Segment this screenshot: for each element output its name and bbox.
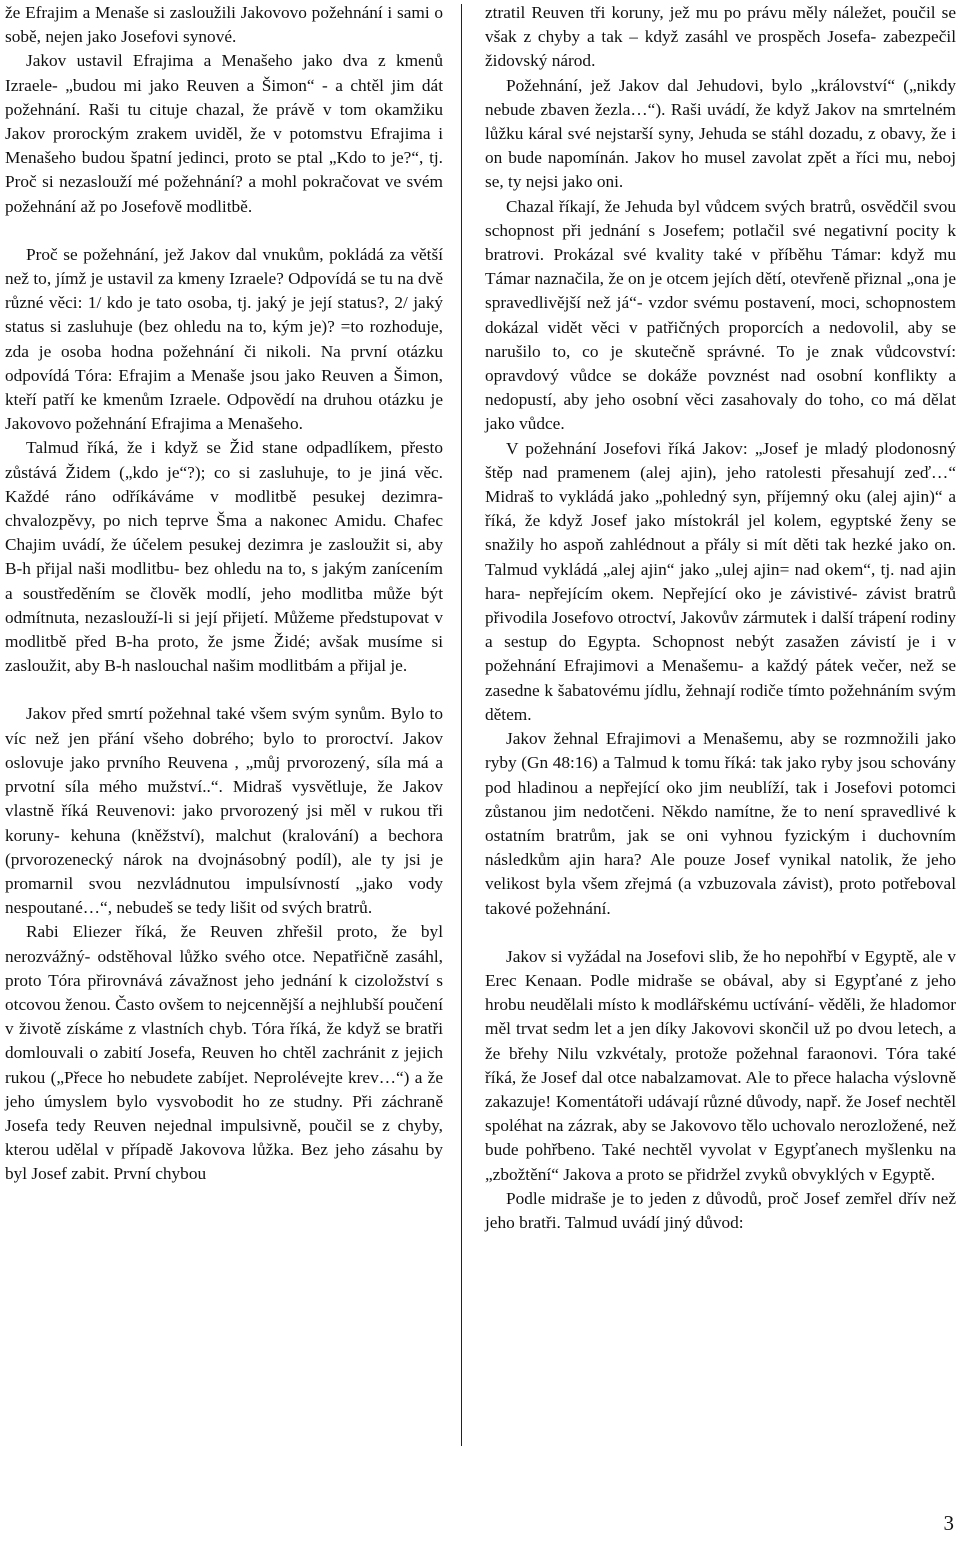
column-divider: [461, 4, 462, 1446]
right-paragraph-7: Podle midraše je to jeden z důvodů, proč Josef zemřel dřív než jeho bratři. Talmud uvádí jiný důvod:: [485, 1188, 956, 1232]
paragraph-gap: [5, 219, 443, 243]
page-number: 3: [943, 1511, 954, 1535]
right-paragraph-3: Chazal říkají, že Jehuda byl vůdcem svých bratrů, osvědčil svou schopnost při jednání s Josefem; potlačil své negativní pocity k bratrovi. Prokázal své kvality také v příběhu Támar: když mu Támar naznačila, že on je otcem jejích dětí, otevřeně přiznal „ona je spravedlivější než já“- vzdor svému postavení, moci, schopnostem dokázal vidět věci v patřičných proporcích a nedovolil, aby se narušilo to, co je skutečně správné. To je znak vůdcovství: opravdový vůdce se dokáže povznést nad osobní konflikty a nedopustí, aby jeho osobní věci zasahovaly do toho, co má dělat jako vůdce.: [485, 196, 956, 434]
left-paragraph-6: Rabi Eliezer říká, že Reuven zhřešil proto, že byl nerozvážný- odstěhoval lůžko svého otce. Nepatřičně zasáhl, proto Tóra přirovnává závažnost jeho jednání k cizoložství s otcovou ženou. Často ovšem to nejcennější a nejhlubší poučení v životě získáme z vlastních chyb. Tóra říká, že když se bratři domlouvali o zabití Josefa, Reuven ho chtěl zachránit z jejich rukou („Přece ho nebudete zabíjet. Neprolévejte krev…“) a že jeho úmyslem bylo vysvobodit ho ze studny. Při záchraně Josefa tedy Reuven nejednal impulsivně, poučil se z chyby, kterou udělal v případě Jakovova lůžka. Bez jeho zásahu by byl Josef zabit. První chybou: [5, 922, 443, 1184]
left-paragraph-2: Jakov ustavil Efrajima a Menašeho jako dva z kmenů Izraele- „budou mi jako Reuven a Šimon“ - a chtěl jim dát požehnání. Raši tu cituje chazal, že právě v tom okamžiku Jakov prorockým zrakem uviděl, že v potomstvu Efrajima i Menašeho budou špatní jedinci, proto se ptal „Kdo to je?“, tj. Proč si nezaslouží mé požehnání? a mohl pokračovat ve svém požehnání až po Josefově modlitbě.: [5, 51, 443, 216]
left-paragraph-1: že Efrajim a Menaše si zasloužili Jakovovo požehnání i sami o sobě, nejen jako Josefovi synové.: [5, 3, 443, 47]
right-paragraph-1: ztratil Reuven tři koruny, jež mu po právu měly náležet, poučil se však z chyby a tak – když zasáhl ve prospěch Josefa- zabezpečil židovský národ.: [485, 3, 956, 71]
paragraph-gap: [5, 678, 443, 702]
right-paragraph-6: Jakov si vyžádal na Josefovi slib, že ho nepohřbí v Egyptě, ale v Erec Kenaan. Podle midraše se obával, aby si Egypťané z jeho hrobu neudělali místo k modlářskému uctívání- věděli, že hladomor měl trvat sedm let a jen díky Jakovovi skončil už po dvou letech, a že břehy Nilu vzkvétaly, protože požehnal faraonovi. Tóra také říká, že Josef dal otce nabalzamovat. Ale to přece halacha výslovně zakazuje! Komentátoři udávají různé důvody, např. že Josef nechtěl spoléhat na zázrak, aby se Jakovovo tělo uchovalo nerozložené, než bude pohřbeno. Také nechtěl vyvolat v Egypťanech myšlenku na „zbožtění“ Jakova a proto se přidržel zvyků obvyklých v Egyptě.: [485, 946, 956, 1184]
right-paragraph-2: Požehnání, jež Jakov dal Jehudovi, bylo „království“ („nikdy nebude zbaven žezla…“). Raši uvádí, že když Jakov na smrtelném lůžku káral své nejstarší syny, Jehuda se stáhl dozadu, z obavy, že i on bude napomínán. Jakov ho musel zavolat zpět a říci mu, neboj se, ty nejsi jako oni.: [485, 75, 956, 192]
left-column: [5, 1, 443, 1187]
right-column: [485, 1, 956, 1235]
right-paragraph-5: Jakov žehnal Efrajimovi a Menašemu, aby se rozmnožili jako ryby (Gn 48:16) a Talmud k tomu říká: tak jako ryby jsou schovány pod hladinou a nepřející oko jim neublíží, tak i Josefovi potomci zůstanou jim nedotčeni. Někdo namítne, že to není spravedlivé k ostatním bratrům, jak se oni vyhnou fyzickým i duchovním následkům ajin hara? Ale pouze Josef vynikal natolik, že jeho velikost byla všem zřejmá (a vzbuzovala závist), proto potřeboval takové požehnání.: [485, 729, 956, 918]
left-paragraph-5: Jakov před smrtí požehnal také všem svým synům. Bylo to víc než jen přání všeho dobrého; bylo to proroctví. Jakov oslovuje jako prvního Reuvena , „můj prvorozený, síla má a prvotní síla mého mužství..“. Midraš vysvětluje, že Jakov vlastně říká Reuvenovi: jako prvorozený jsi měl v rukou tři koruny- kehuna (kněžství), malchut (kralování) a bechora (prvorozenecký nárok na dvojnásobný podíl), ale ty jsi je promarnil svou nezvládnutou impulsívností „jako vody nespoutané…“, nebudeš se tedy lišit od svých bratrů.: [5, 704, 443, 918]
left-paragraph-3: Proč se požehnání, jež Jakov dal vnukům, pokládá za větší než to, jímž je ustavil za kmeny Izraele? Odpovídá se tu na dvě různé věci: 1/ kdo je tato osoba, tj. jaký je její status?, 2/ jaký status si zasluhuje (bez ohledu na to, kým je)? =to rozhoduje, zda je osoba hodna požehnání či nikoli. Na první otázku odpovídá Tóra: Efrajim a Menaše jsou jako Reuven a Šimon, kteří patří ke kmenům Izraele. Odpovědí na druhou otázku je Jakovovo požehnání Efrajima a Menašeho.: [5, 244, 443, 434]
right-paragraph-4: V požehnání Josefovi říká Jakov: „Josef je mladý plodonosný štěp nad pramenem (alej ajin), jeho ratolesti přesahují zeď…“ Midraš to vykládá jako „pohledný syn, příjemný oku (alej ajin)“ a říká, že když Josef jako místokrál jel kolem, egyptské ženy se snažily ho aspoň zahlédnout a přály si mít děti tak hezké jako on. Talmud vykládá „alej ajin“ jako „ulej ajin= nad okem“, tj. nad ajin hara- nepřejícím okem. Nepřející oko je závistivé- závist bratrů přivodila Josefovo otroctví, Jakovův zármutek i další trápení rodiny a sestup do Egypta. Schopnost nebýt zasažen závistí je i v požehnání Efrajimovi a Menašemu- a každý pátek večer, než se zasedne k šabatovému jídlu, žehnají rodiče tímto požehnáním svým dětem.: [485, 438, 956, 724]
paragraph-gap: [485, 921, 956, 945]
left-paragraph-4: Talmud říká, že i když se Žid stane odpadlíkem, přesto zůstává Židem („kdo je“?); co si zasluhuje, to je jiná věc. Každé ráno odříkáváme v modlitbě pesukej dezimra- chvalozpěvy, po nich teprve Šma a nakonec Amidu. Chafec Chajim uvádí, že účelem pesukej dezimra je zasloužit si, aby B-h přijal naši modlitbu- bez ohledu na to, s jakým zanícením a soustředěním se člověk modlí, jeho modlitba může být odmítnuta, nezaslouží-li si její přijetí. Můžeme předstupovat v modlitbě před B-ha proto, že jsme Židé; avšak musíme si zasloužit, aby B-h naslouchal našim modlitbám a přijal je.: [5, 438, 443, 676]
